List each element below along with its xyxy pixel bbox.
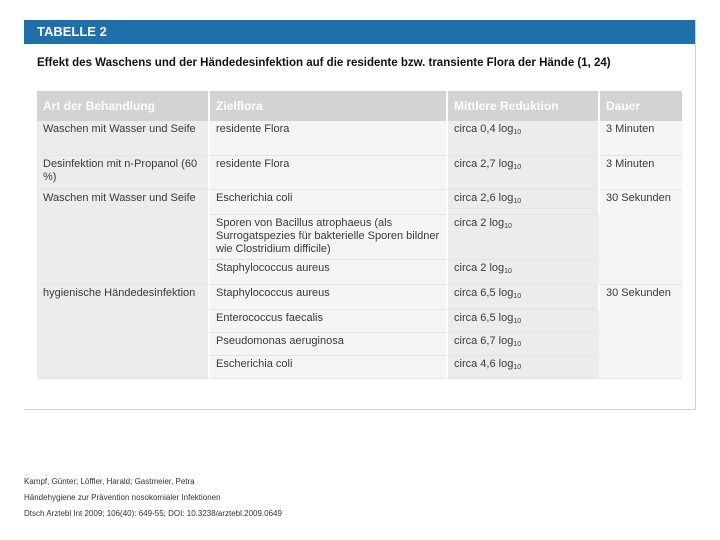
reduction-value: circa 2,6 log: [454, 191, 514, 204]
log-base: 10: [513, 317, 522, 325]
column-header-flora: Zielflora: [209, 91, 447, 121]
log-base: 10: [513, 129, 522, 136]
table-row: [37, 189, 682, 214]
log-base: 10: [513, 292, 522, 300]
reduction-value: circa 6,5 log: [454, 286, 514, 299]
treatment-cell: Desinfektion mit n-Propanol (60 %): [37, 155, 209, 189]
treatment-cell: Waschen mit Wasser und Seife: [37, 189, 209, 284]
reduction-value: circa 2 log: [454, 261, 505, 274]
treatment-cell: Waschen mit Wasser und Seife: [37, 121, 209, 155]
table-title: Effekt des Waschens und der Händedesinfektion auf die residente bzw. transiente Flora der Hände (1, 24): [37, 57, 611, 69]
citation-article: Händehygiene zur Prävention nosokomialer Infektionen: [24, 493, 221, 502]
citation-authors: Kampf, Günter; Löffler, Harald; Gastmeier, Petra: [24, 477, 195, 486]
duration-cell: 3 Minuten: [599, 121, 682, 155]
treatment-cell: hygienische Händedesinfektion: [37, 284, 209, 378]
table-header-row: [37, 91, 682, 121]
table-label: TABELLE 2: [24, 20, 695, 44]
citation-journal: Dtsch Arztebl Int 2009; 106(40): 649-55; DOI: 10.3238/arztebl.2009.0649: [24, 509, 282, 518]
table-row: [37, 121, 682, 155]
column-header-duration: Dauer: [599, 91, 682, 121]
data-table: [37, 91, 682, 379]
log-base: 10: [504, 267, 512, 275]
reduction-value: circa 6,7 log: [454, 334, 514, 347]
column-header-reduction: Mittlere Reduktion: [447, 91, 599, 121]
duration-cell: 3 Minuten: [599, 155, 682, 189]
table-row: [37, 284, 682, 309]
log-base: 10: [504, 222, 512, 230]
duration-cell: 30 Sekunden: [599, 189, 682, 284]
table-row: [37, 155, 682, 189]
column-header-treatment: Art der Behandlung: [37, 91, 209, 121]
reduction-cell: [447, 189, 599, 214]
log-base: 10: [513, 197, 522, 205]
reduction-cell: [447, 214, 599, 259]
log-base: 10: [513, 340, 522, 348]
table-figure: [24, 20, 696, 410]
flora-cell: Pseudomonas aeruginosa: [209, 332, 447, 355]
citation: [24, 474, 282, 522]
reduction-cell: [447, 332, 599, 355]
duration-cell: 30 Sekunden: [599, 284, 682, 378]
reduction-value: circa 4,6 log: [454, 357, 514, 370]
flora-cell: Enterococcus faecalis: [209, 309, 447, 332]
flora-cell: Sporen von Bacillus atrophaeus (als Surrogatspezies für bakterielle Sporen bildner wie Clostridium difficile): [209, 214, 447, 259]
reduction-value: circa 2 log: [454, 216, 505, 229]
log-base: 10: [513, 363, 522, 371]
reduction-cell: [447, 155, 599, 189]
reduction-cell: [447, 355, 599, 378]
reduction-value: circa 0,4 log: [454, 123, 514, 135]
reduction-cell: [447, 284, 599, 309]
flora-cell: Escherichia coli: [209, 355, 447, 378]
log-base: 10: [513, 163, 522, 171]
flora-cell: residente Flora: [209, 121, 447, 155]
flora-cell: Staphylococcus aureus: [209, 284, 447, 309]
flora-cell: Staphylococcus aureus: [209, 259, 447, 284]
reduction-value: circa 6,5 log: [454, 311, 514, 324]
reduction-value: circa 2,7 log: [454, 157, 514, 170]
flora-cell: Escherichia coli: [209, 189, 447, 214]
reduction-cell: [447, 121, 599, 155]
reduction-cell: [447, 309, 599, 332]
flora-cell: residente Flora: [209, 155, 447, 189]
reduction-cell: [447, 259, 599, 284]
